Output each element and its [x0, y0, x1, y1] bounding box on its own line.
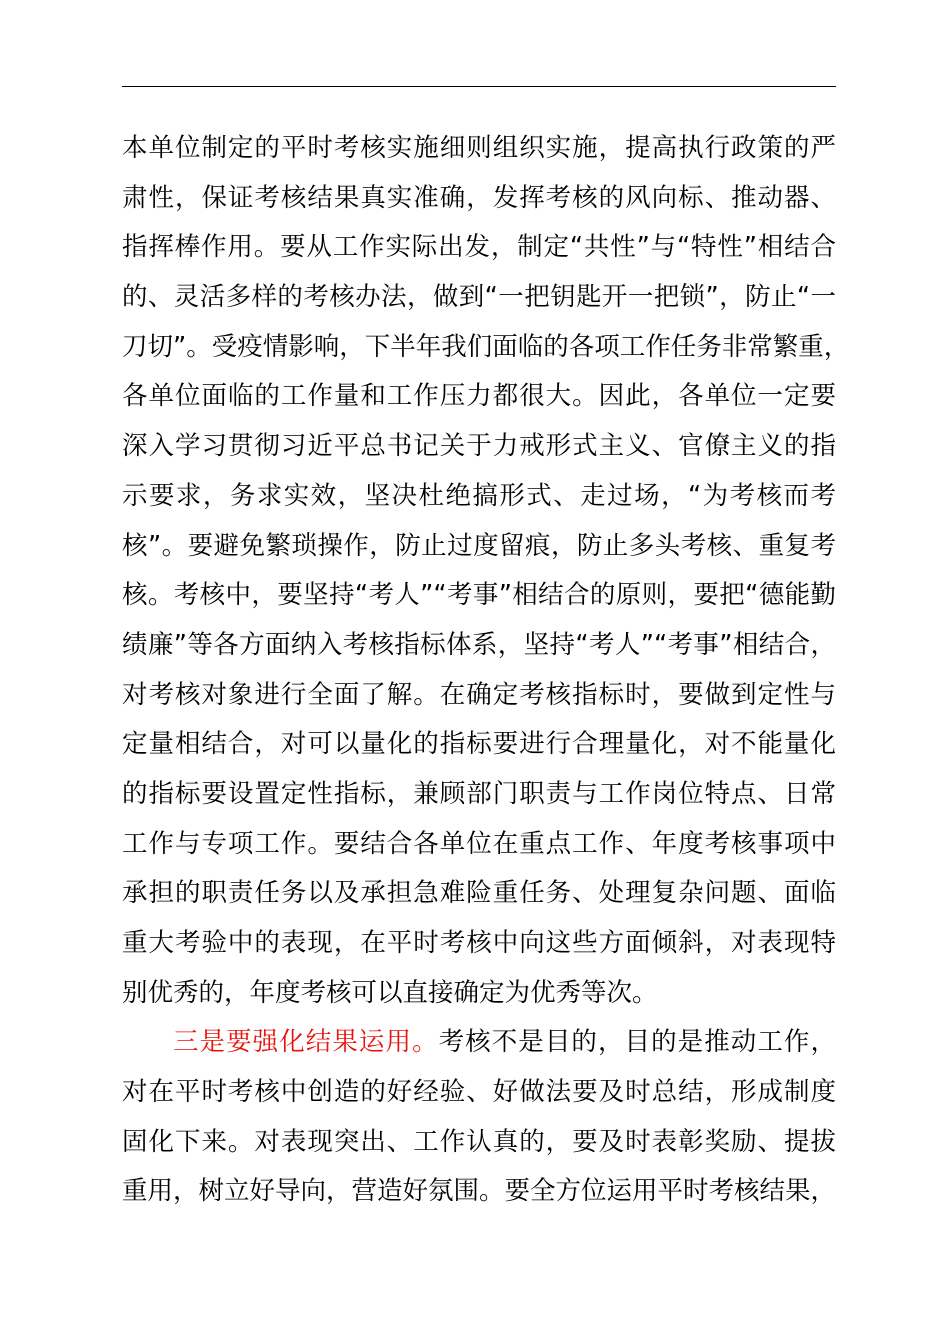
text-line: 刀切”。受疫情影响，下半年我们面临的各项工作任务非常繁重，	[122, 331, 850, 362]
text-line: 本单位制定的平时考核实施细则组织实施，提高执行政策的严	[122, 133, 836, 163]
text-line: 的指标要设置定性指标，兼顾部门职责与工作岗位特点、日常	[122, 778, 836, 809]
text-line: 绩廉”等各方面纳入考核指标体系，坚持“考人”“考事”相结合，	[122, 629, 836, 660]
text-line: 对考核对象进行全面了解。在确定考核指标时，要做到定性与	[122, 679, 836, 710]
text-line: 别优秀的，年度考核可以直接确定为优秀等次。	[122, 977, 658, 1008]
text-line: 重用，树立好导向，营造好氛围。要全方位运用平时考核结果，	[122, 1176, 837, 1207]
text-line: 深入学习贯彻习近平总书记关于力戒形式主义、官僚主义的指	[122, 431, 836, 462]
text-line: 核。考核中，要坚持“考人”“考事”相结合的原则，要把“德能勤	[122, 580, 836, 611]
text-line: 工作与专项工作。要结合各单位在重点工作、年度考核事项中	[122, 828, 836, 859]
paragraph-1	[122, 124, 850, 1018]
text-line: 示要求，务求实效，坚决杜绝搞形式、走过场，“为考核而考	[122, 480, 836, 511]
text-line: 指挥棒作用。要从工作实际出发，制定“共性”与“特性”相结合	[122, 232, 836, 263]
text-line: 核”。要避免繁琐操作，防止过度留痕，防止多头考核、重复考	[122, 530, 836, 561]
header-rule	[122, 86, 836, 87]
text-line: 承担的职责任务以及承担急难险重任务、处理复杂问题、面临	[122, 878, 836, 909]
document-body	[122, 124, 850, 1217]
text-fragment: 考核不是目的，目的是推动工作，	[438, 1027, 836, 1058]
paragraph-2	[122, 1018, 836, 1217]
paragraph-2-first-line	[122, 1018, 836, 1068]
text-line: 重大考验中的表现，在平时考核中向这些方面倾斜，对表现特	[122, 928, 836, 958]
text-line: 肃性，保证考核结果真实准确，发挥考核的风向标、推动器、	[122, 182, 836, 213]
text-line: 的、灵活多样的考核办法，做到“一把钥匙开一把锁”，防止“一	[122, 282, 836, 313]
section-heading: 三是要强化结果运用。	[173, 1027, 439, 1058]
text-line: 对在平时考核中创造的好经验、好做法要及时总结，形成制度	[122, 1077, 836, 1108]
text-line: 各单位面临的工作量和工作压力都很大。因此，各单位一定要	[122, 381, 836, 412]
text-line: 定量相结合，对可以量化的指标要进行合理量化，对不能量化	[122, 729, 836, 760]
text-line: 固化下来。对表现突出、工作认真的，要及时表彰奖励、提拔	[122, 1126, 836, 1157]
